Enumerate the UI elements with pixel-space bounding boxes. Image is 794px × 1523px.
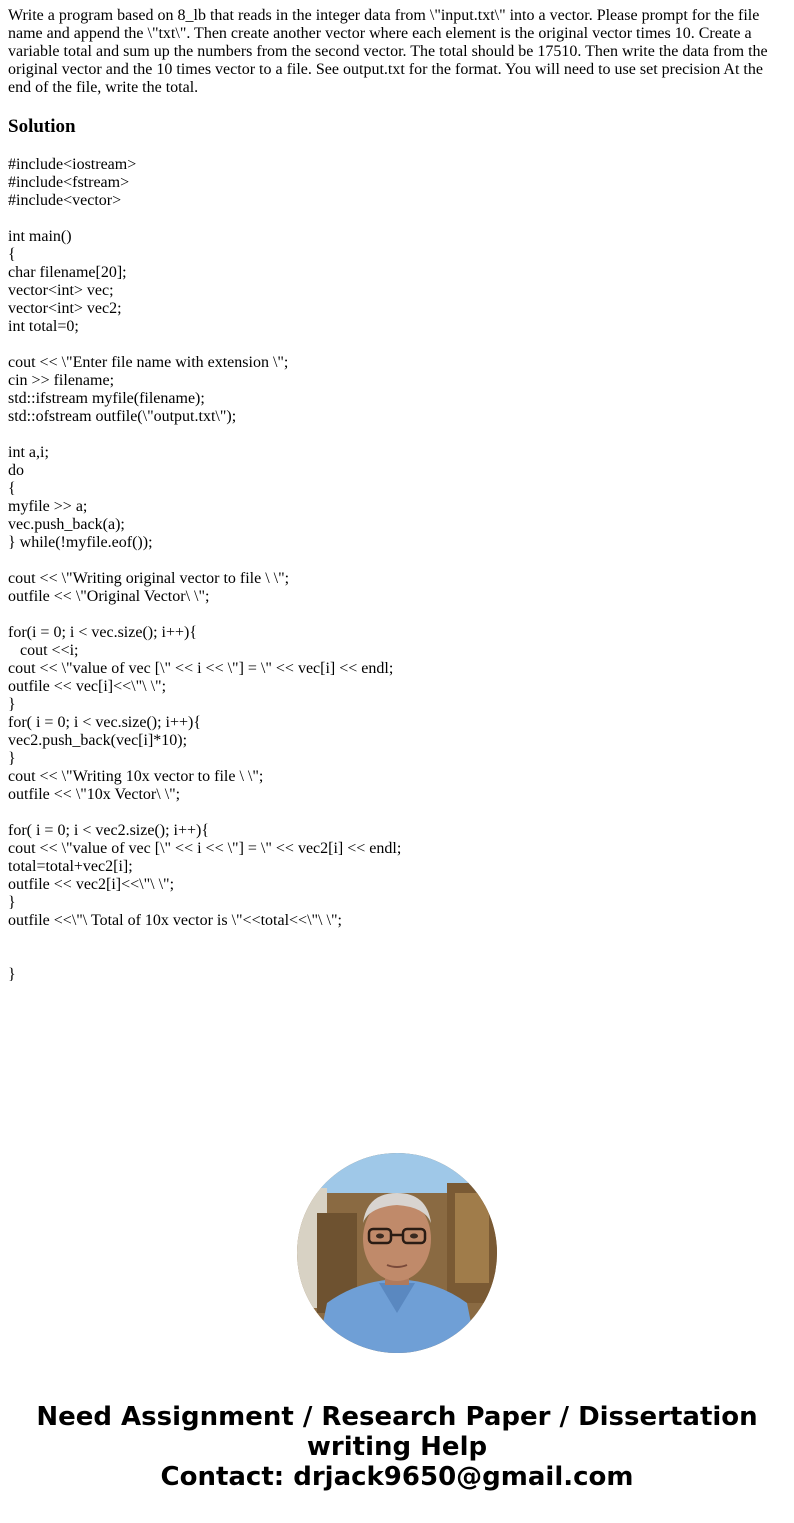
code-line: } bbox=[8, 966, 16, 983]
code-line bbox=[8, 930, 401, 948]
code-line: cout << \"Writing 10x vector to file \ \"; bbox=[8, 768, 264, 785]
code-line: } bbox=[8, 696, 16, 713]
code-line: vec.push_back(a); bbox=[8, 516, 125, 533]
code-line: for( i = 0; i < vec.size(); i++){ bbox=[8, 714, 202, 731]
promo-line-1: Need Assignment / Research Paper / Dissertation bbox=[36, 1402, 758, 1432]
question-text: Write a program based on 8_lb that reads in the integer data from \"input.txt\" into a vector. Please prompt for the file name and append the \"txt\". Then create another vector where each element is the original vector times 10. Create a variable total and sum up the numbers from the second vector. The total should be 17510. Then write the data from the original vector and the 10 times vector to a file. See output.txt for the format. You will need to use set precision At the end of the file, write the total. bbox=[8, 7, 768, 96]
code-line bbox=[8, 606, 401, 624]
code-line: char filename[20]; bbox=[8, 264, 127, 281]
code-line: cout << \"Enter file name with extension \"; bbox=[8, 354, 289, 371]
code-line: { bbox=[8, 480, 16, 497]
code-line: cout <<i; bbox=[8, 642, 79, 659]
person-portrait-icon bbox=[297, 1153, 497, 1353]
author-photo bbox=[297, 1153, 497, 1353]
code-line: #include<iostream> bbox=[8, 156, 137, 173]
code-line: cout << \"value of vec [\" << i << \"] = \" << vec2[i] << endl; bbox=[8, 840, 402, 857]
code-line bbox=[8, 948, 401, 966]
code-line: for( i = 0; i < vec2.size(); i++){ bbox=[8, 822, 210, 839]
code-line bbox=[8, 210, 401, 228]
code-line: int main() bbox=[8, 228, 72, 245]
code-line: outfile << vec2[i]<<\"\ \"; bbox=[8, 876, 175, 893]
code-line: vector<int> vec; bbox=[8, 282, 114, 299]
code-line: vector<int> vec2; bbox=[8, 300, 122, 317]
code-line: } bbox=[8, 750, 16, 767]
code-line bbox=[8, 552, 401, 570]
code-block bbox=[8, 156, 401, 984]
code-line: outfile << vec[i]<<\"\ \"; bbox=[8, 678, 167, 695]
code-line: int total=0; bbox=[8, 318, 79, 335]
promo-banner bbox=[0, 1402, 794, 1492]
code-line: cout << \"Writing original vector to file \ \"; bbox=[8, 570, 290, 587]
code-line: outfile << \"Original Vector\ \"; bbox=[8, 588, 210, 605]
code-line: } bbox=[8, 894, 16, 911]
code-line: do bbox=[8, 462, 24, 479]
code-line: #include<fstream> bbox=[8, 174, 130, 191]
code-line: { bbox=[8, 246, 16, 263]
code-line: for(i = 0; i < vec.size(); i++){ bbox=[8, 624, 198, 641]
code-line: #include<vector> bbox=[8, 192, 122, 209]
solution-heading: Solution bbox=[8, 116, 76, 137]
promo-contact[interactable]: Contact: drjack9650@gmail.com bbox=[160, 1462, 634, 1492]
code-line: int a,i; bbox=[8, 444, 49, 461]
code-line: outfile << \"10x Vector\ \"; bbox=[8, 786, 181, 803]
code-line bbox=[8, 426, 401, 444]
code-line: std::ofstream outfile(\"output.txt\"); bbox=[8, 408, 237, 425]
code-line: cout << \"value of vec [\" << i << \"] = \" << vec[i] << endl; bbox=[8, 660, 394, 677]
code-line bbox=[8, 804, 401, 822]
code-line: } while(!myfile.eof()); bbox=[8, 534, 153, 551]
code-line: total=total+vec2[i]; bbox=[8, 858, 133, 875]
code-line: vec2.push_back(vec[i]*10); bbox=[8, 732, 188, 749]
code-line: std::ifstream myfile(filename); bbox=[8, 390, 205, 407]
code-line: cin >> filename; bbox=[8, 372, 115, 389]
promo-line-2: writing Help bbox=[306, 1432, 488, 1462]
code-line bbox=[8, 336, 401, 354]
code-line: outfile <<\"\ Total of 10x vector is \"<<total<<\"\ \"; bbox=[8, 912, 342, 929]
code-line: myfile >> a; bbox=[8, 498, 88, 515]
